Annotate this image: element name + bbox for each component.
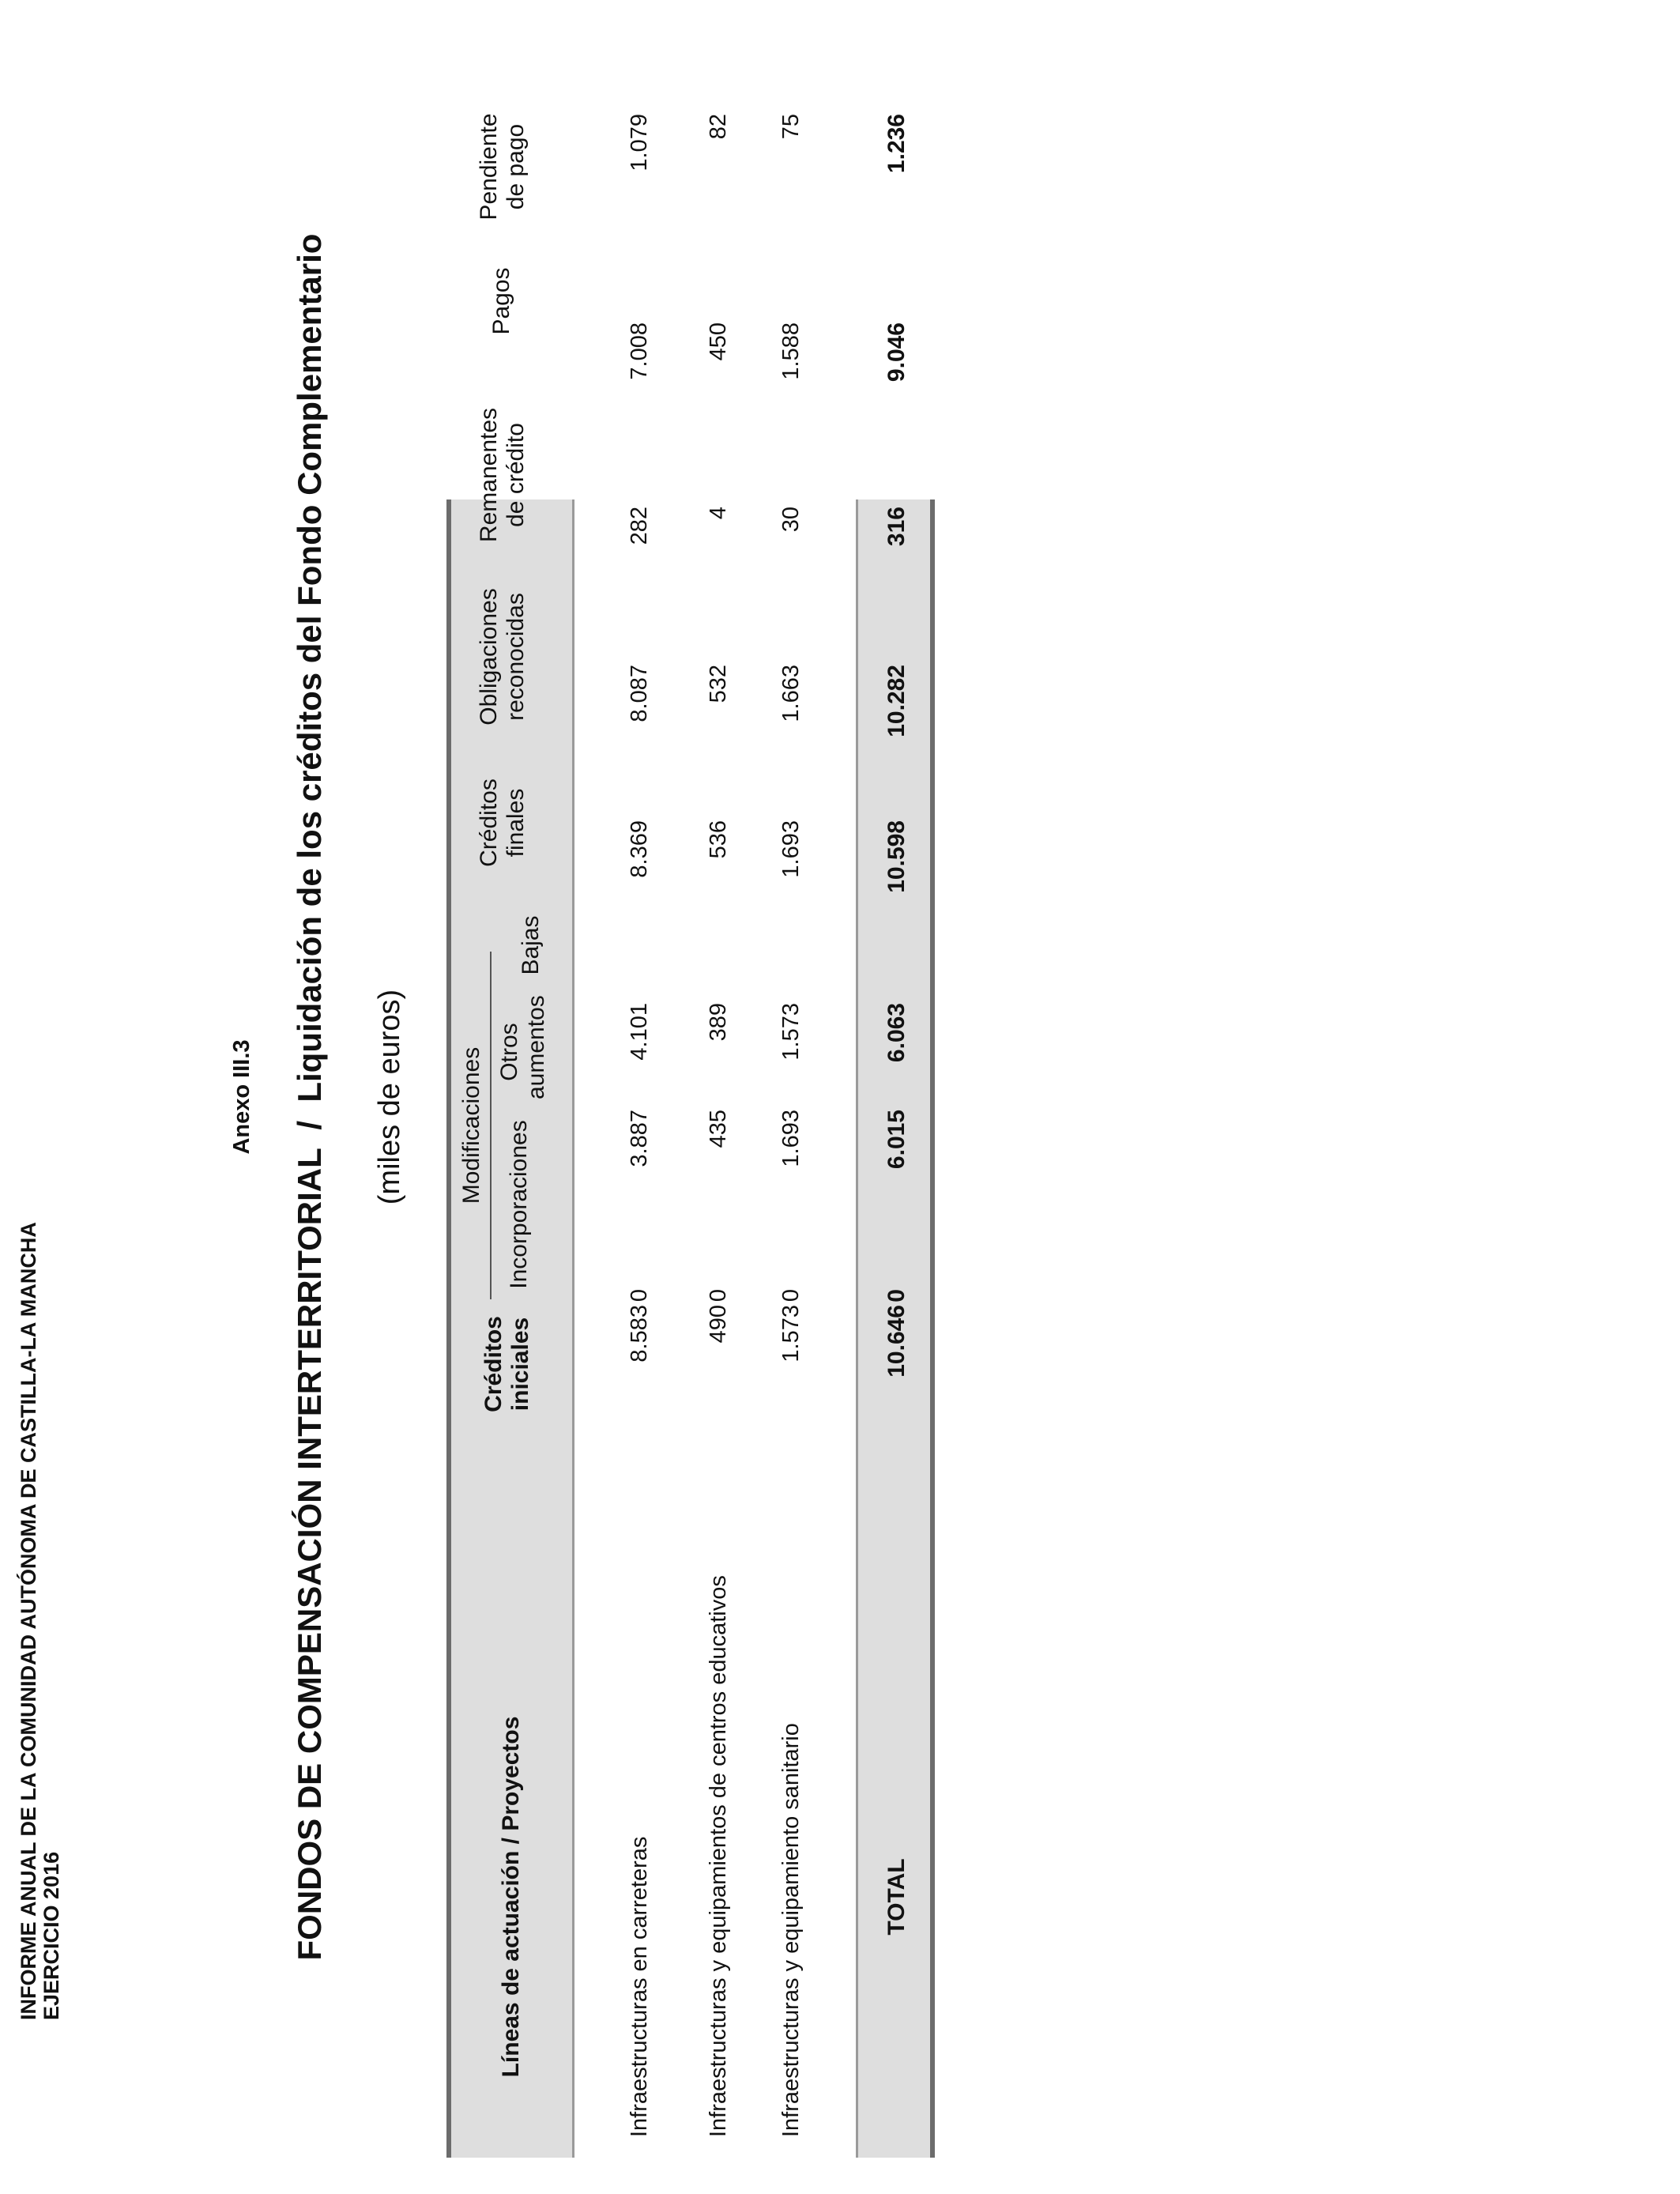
cell-pendiente: 82 <box>706 114 731 140</box>
cell-incorporaciones: 0 <box>778 1289 804 1302</box>
cell-pendiente: 1.079 <box>627 114 652 172</box>
cell-remanentes: 282 <box>627 507 652 545</box>
total-incorporaciones: 0 <box>883 1289 910 1302</box>
cell-creditos-iniciales: 1.573 <box>778 1305 804 1363</box>
row-label: Infraestructuras en carreteras <box>627 1836 652 2137</box>
cell-incorporaciones: 0 <box>627 1289 652 1302</box>
row-label: Infraestructuras y equipamientos de centros educativos <box>706 1575 731 2137</box>
cell-otros-aumentos: 1.693 <box>778 1110 804 1167</box>
cell-pagos: 1.588 <box>778 322 804 380</box>
header-modificaciones: Modificaciones <box>458 1046 484 1204</box>
cell-obligaciones: 532 <box>706 665 731 703</box>
cell-otros-aumentos: 3.887 <box>627 1110 652 1167</box>
total-remanentes: 316 <box>883 507 910 547</box>
total-otros-aumentos: 6.015 <box>883 1110 910 1170</box>
header-pagos: Pagos <box>488 267 514 335</box>
report-header-line2: EJERCICIO 2016 <box>40 1851 63 2020</box>
cell-obligaciones: 1.663 <box>778 665 804 722</box>
header-otros-aumentos: Otros aumentos <box>496 995 549 1099</box>
units-label: (miles de euros) <box>373 989 406 1205</box>
cell-incorporaciones: 0 <box>706 1289 731 1302</box>
cell-creditos-finales: 536 <box>706 820 731 859</box>
cell-creditos-iniciales: 490 <box>706 1305 731 1344</box>
total-pendiente: 1.236 <box>883 114 910 174</box>
cell-pendiente: 75 <box>778 114 804 140</box>
header-creditos-iniciales: Créditos iniciales <box>480 1316 533 1412</box>
header-remanentes: Remanentes de crédito <box>476 407 529 543</box>
total-creditos-finales: 10.598 <box>883 820 910 893</box>
total-creditos-iniciales: 10.646 <box>883 1305 910 1378</box>
cell-creditos-iniciales: 8.583 <box>627 1305 652 1363</box>
header-pendiente: Pendiente de pago <box>476 113 529 221</box>
header-creditos-finales: Créditos finales <box>476 778 529 867</box>
cell-bajas: 389 <box>706 1003 731 1042</box>
total-pagos: 9.046 <box>883 322 910 383</box>
header-obligaciones: Obligaciones reconocidas <box>476 588 529 726</box>
cell-remanentes: 4 <box>706 507 731 520</box>
header-lineas: Líneas de actuación / Proyectos <box>498 1716 524 2078</box>
annex-label: Anexo III.3 <box>229 1039 254 1155</box>
report-header <box>17 1222 63 2020</box>
cell-creditos-finales: 1.693 <box>778 820 804 878</box>
cell-bajas: 4.101 <box>627 1003 652 1061</box>
total-bajas: 6.063 <box>883 1003 910 1063</box>
modificaciones-divider <box>490 952 492 1299</box>
row-label: Infraestructuras y equipamiento sanitario <box>778 1723 804 2137</box>
cell-bajas: 1.573 <box>778 1003 804 1061</box>
header-incorporaciones: Incorporaciones <box>506 1120 532 1289</box>
cell-pagos: 7.008 <box>627 322 652 380</box>
total-label: TOTAL <box>883 1858 910 1936</box>
report-header-line1: INFORME ANUAL DE LA COMUNIDAD AUTÓNOMA DE CASTILLA-LA MANCHA <box>17 1222 40 2020</box>
cell-pagos: 450 <box>706 322 731 361</box>
total-obligaciones: 10.282 <box>883 665 910 737</box>
cell-creditos-finales: 8.369 <box>627 820 652 878</box>
page-title: FONDOS DE COMPENSACIÓN INTERTERRITORIAL / Liquidación de los créditos del Fondo Complementario <box>291 233 328 1961</box>
cell-remanentes: 30 <box>778 507 804 533</box>
cell-obligaciones: 8.087 <box>627 665 652 722</box>
header-bajas: Bajas <box>518 915 544 975</box>
cell-otros-aumentos: 435 <box>706 1110 731 1148</box>
